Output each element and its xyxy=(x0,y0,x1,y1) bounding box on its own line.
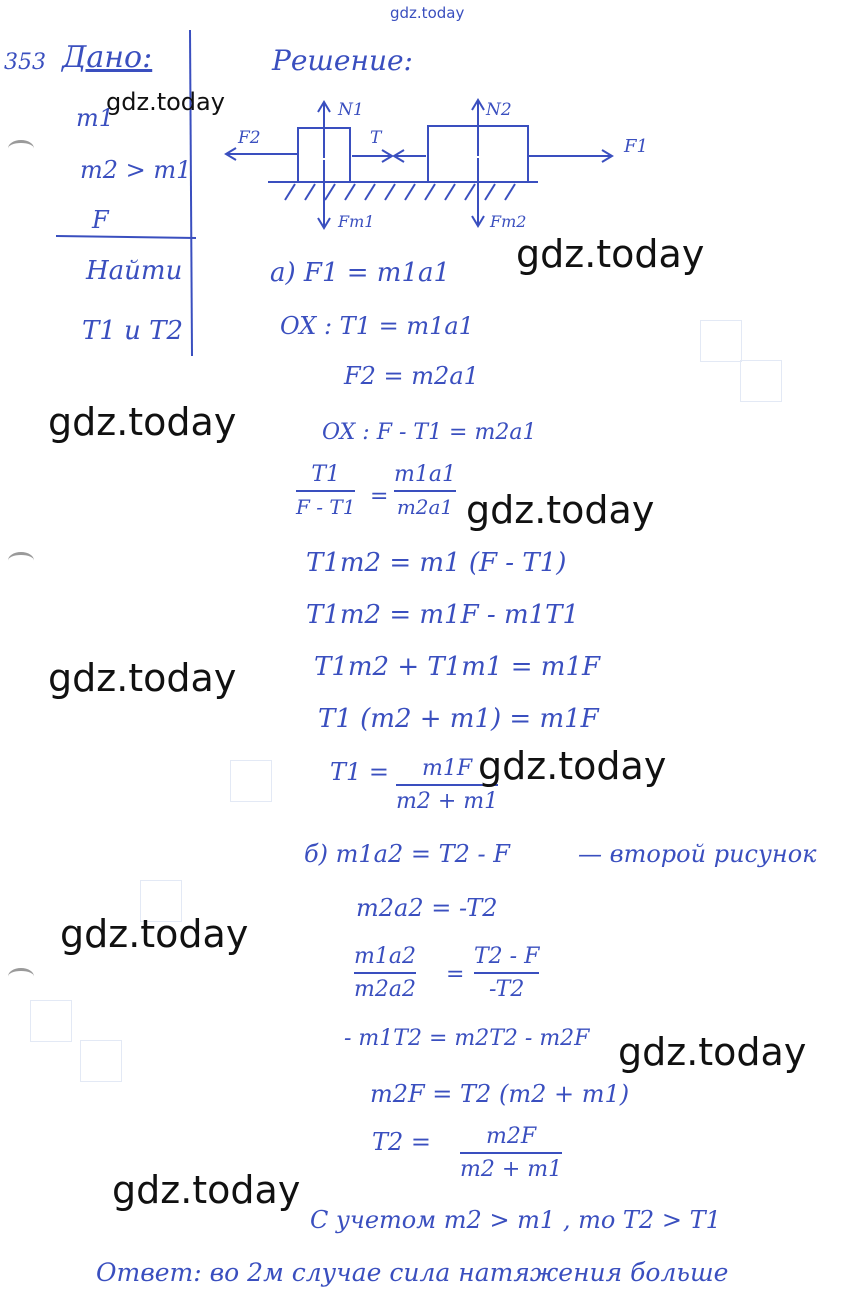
step-a-1: T1m2 = m1 (F - T1) xyxy=(306,548,567,578)
watermark: gdz.today xyxy=(516,232,705,276)
answer: Ответ: во 2м случае сила натяжения больше xyxy=(96,1258,729,1287)
fraction-numerator: m1F xyxy=(422,756,473,781)
watermark: gdz.today xyxy=(618,1030,807,1074)
given-line: m2 > m1 xyxy=(80,156,192,184)
watermark: gdz.today xyxy=(478,744,667,788)
step-a-4: T1 (m2 + m1) = m1F xyxy=(318,704,599,734)
fraction-1-right xyxy=(394,462,456,519)
fraction-numerator: T2 - F xyxy=(474,944,540,969)
label-n1: N1 xyxy=(338,100,364,120)
result-b-lhs: T2 = xyxy=(372,1128,432,1156)
find-values: T1 и T2 xyxy=(82,316,184,346)
solution-title: Решение: xyxy=(272,44,413,77)
fraction-1-left xyxy=(296,462,355,519)
find-title: Найти xyxy=(86,256,183,286)
fraction-denominator: m2a2 xyxy=(354,977,416,1002)
given-divider-horizontal xyxy=(56,236,196,238)
fraction-numerator: m2F xyxy=(486,1124,537,1149)
fraction-2-left xyxy=(354,944,416,1002)
fraction-denominator: -T2 xyxy=(489,977,525,1002)
eq-a-2: OX : T1 = m1a1 xyxy=(280,312,474,340)
fraction-numerator: m1a1 xyxy=(394,462,456,487)
label-t: T xyxy=(370,128,382,148)
watermark: gdz.today xyxy=(106,88,225,116)
fraction-numerator: m1a2 xyxy=(354,944,416,969)
watermark: gdz.today xyxy=(60,912,249,956)
equals-sign: = xyxy=(370,484,389,509)
watermark: gdz.today xyxy=(48,656,237,700)
watermark: gdz.today xyxy=(112,1168,301,1212)
label-f2: F2 xyxy=(238,128,261,148)
given-line: F xyxy=(92,206,109,234)
top-watermark: gdz.today xyxy=(390,4,465,22)
step-b-1: - m1T2 = m2T2 - m2F xyxy=(344,1026,590,1051)
label-ft2: Fт2 xyxy=(490,212,527,231)
eq-a-4: OX : F - T1 = m2a1 xyxy=(322,420,537,445)
step-b-2: m2F = T2 (m2 + m1) xyxy=(370,1080,630,1108)
fraction-numerator: T1 xyxy=(311,462,341,487)
fraction-denominator: m2 + m1 xyxy=(396,789,499,814)
step-a-3: T1m2 + T1m1 = m1F xyxy=(314,652,601,682)
eq-b-note: — второй рисунок xyxy=(578,840,817,868)
label-ft1: Fт1 xyxy=(338,212,375,231)
watermark: gdz.today xyxy=(48,400,237,444)
step-a-2: T1m2 = m1F - m1T1 xyxy=(306,600,580,630)
equals-sign: = xyxy=(446,962,465,987)
fraction-denominator: F - T1 xyxy=(296,495,356,519)
fraction-denominator: m2a1 xyxy=(396,495,454,519)
label-n2: N2 xyxy=(486,100,512,120)
problem-number: 353 xyxy=(4,50,46,75)
eq-a-1: a) F1 = m1a1 xyxy=(270,258,451,288)
eq-b-1: б) m1a2 = T2 - F xyxy=(304,840,510,868)
eq-a-3: F2 = m2a1 xyxy=(344,362,479,390)
conclusion: С учетом m2 > m1 , то T2 > T1 xyxy=(310,1206,721,1234)
given-title: Дано: xyxy=(62,40,153,75)
result-a-lhs: T1 = xyxy=(330,758,390,786)
ground-hatching xyxy=(285,184,515,200)
watermark: gdz.today xyxy=(466,488,655,532)
fraction-denominator: m2 + m1 xyxy=(460,1157,563,1182)
eq-b-2: m2a2 = -T2 xyxy=(356,894,498,922)
fraction-2-right xyxy=(474,944,539,1002)
given-line: m1 xyxy=(76,104,115,132)
label-f1: F1 xyxy=(624,136,648,157)
result-b-fraction xyxy=(460,1124,562,1182)
given-divider-vertical xyxy=(190,30,192,356)
